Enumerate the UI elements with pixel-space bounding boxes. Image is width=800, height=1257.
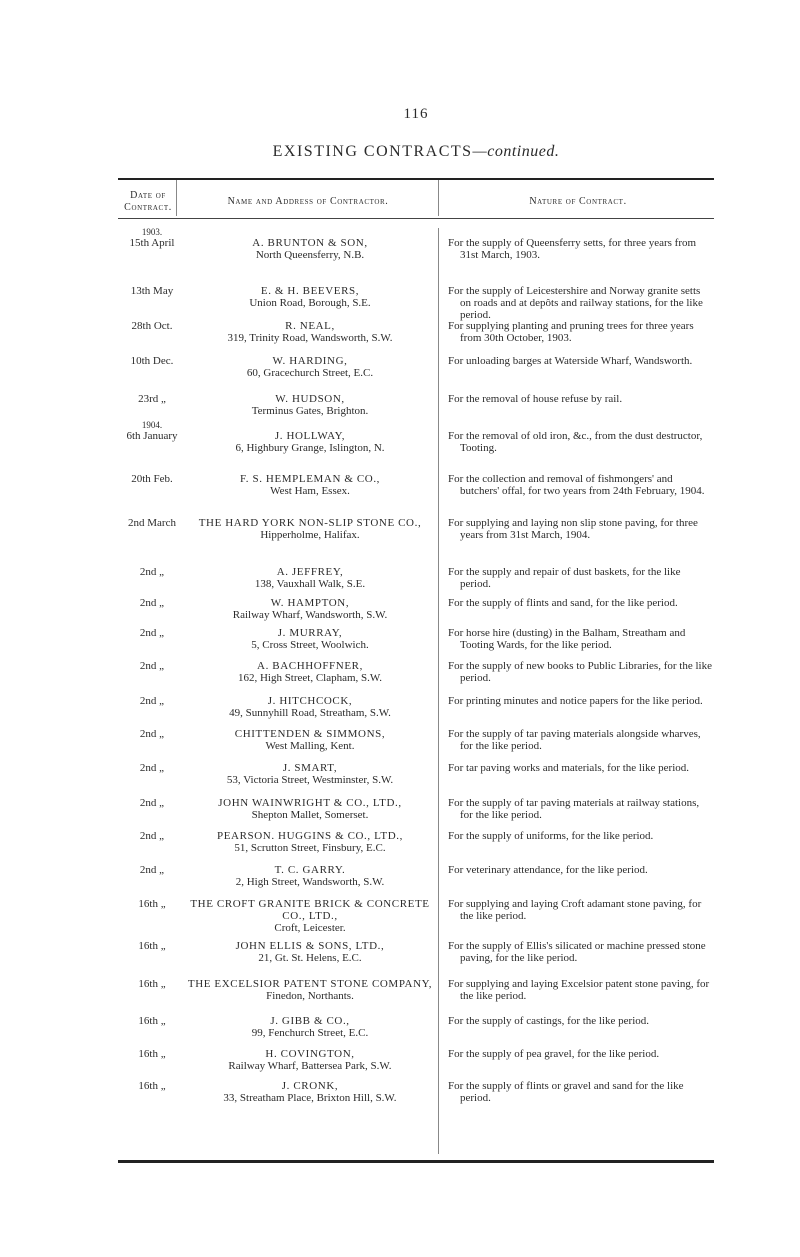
contract-nature [448, 566, 714, 590]
contract-date [120, 355, 184, 367]
contractor [186, 695, 434, 719]
contractor [186, 830, 434, 854]
contract-nature-text: For unloading barges at Waterside Wharf, Wandsworth. [448, 355, 693, 367]
contractor-name: E. & H. BEEVERS, [260, 285, 360, 297]
contract-date [120, 1048, 184, 1060]
contractor-name: F. S. HEMPLEMAN & CO., [239, 473, 381, 485]
contractor [186, 1080, 434, 1104]
contractor-address: 5, Cross Street, Woolwich. [251, 639, 369, 651]
contract-nature [448, 393, 714, 405]
contractor-address: Croft, Leicester. [274, 922, 346, 934]
contractor-name: JOHN WAINWRIGHT & CO., LTD., [218, 797, 402, 809]
header-nature: Nature of Contract. [529, 196, 627, 207]
contractor [186, 237, 434, 261]
page-title [0, 143, 800, 161]
contract-nature-text: For the removal of old iron, &c., from the dust destructor, Tooting. [448, 430, 703, 454]
contractor [186, 355, 434, 379]
contract-date [120, 898, 184, 910]
contractor-name: H. COVINGTON, [265, 1048, 355, 1060]
contract-nature [448, 1080, 714, 1104]
contract-nature-text: For the supply of tar paving materials at railway stations, for the like period. [448, 797, 700, 821]
contract-nature [448, 978, 714, 1002]
contract-nature-text: For the supply of uniforms, for the like period. [448, 830, 654, 842]
contractor-address: Hipperholme, Halifax. [260, 529, 360, 541]
contractor [186, 940, 434, 964]
contract-date [120, 320, 184, 332]
contract-date-text: 16th „ [138, 1015, 166, 1027]
contract-date [120, 517, 184, 529]
contract-date-text: 2nd „ [139, 864, 165, 876]
contractor [186, 597, 434, 621]
contract-nature-text: For veterinary attendance, for the like period. [448, 864, 648, 876]
contract-nature-text: For supplying and laying non slip stone paving, for three years from 31st March, 1904. [448, 517, 698, 541]
contract-date-text: 16th „ [138, 1048, 166, 1060]
contractor-address: Terminus Gates, Brighton. [251, 405, 369, 417]
contractor-address: Railway Wharf, Battersea Park, S.W. [228, 1060, 392, 1072]
contractor-address: 21, Gt. St. Helens, E.C. [258, 952, 362, 964]
contractor-name: THE CROFT GRANITE BRICK & CONCRETE CO., LTD., [190, 898, 430, 922]
contractor-address: Railway Wharf, Wandsworth, S.W. [232, 609, 388, 621]
title-suffix: —continued. [472, 143, 560, 160]
contract-nature-text: For tar paving works and materials, for the like period. [448, 762, 690, 774]
header-divider [176, 180, 177, 216]
contractor-address: Union Road, Borough, S.E. [249, 297, 371, 309]
contract-nature [448, 940, 714, 964]
contractor-name: W. HARDING, [272, 355, 348, 367]
contractor-name: THE HARD YORK NON-SLIP STONE CO., [198, 517, 422, 529]
contractor-address: Shepton Mallet, Somerset. [251, 809, 369, 821]
contractor-address: 51, Scrutton Street, Finsbury, E.C. [234, 842, 386, 854]
contract-date-text: 2nd „ [139, 660, 165, 672]
contract-date-text: 6th January [126, 430, 178, 442]
contractor-address: 53, Victoria Street, Westminster, S.W. [226, 774, 394, 786]
contractor-address: 162, High Street, Clapham, S.W. [237, 672, 383, 684]
contract-nature-text: For the supply of Leicestershire and Norway granite setts on roads and at depôts and railway stations, for the like period. [448, 285, 703, 321]
header-date [120, 190, 176, 214]
contractor-name: THE EXCELSIOR PATENT STONE COMPANY, [187, 978, 433, 990]
contract-nature-text: For the supply of flints or gravel and sand for the like period. [448, 1080, 684, 1104]
contract-nature-text: For the supply of flints and sand, for the like period. [448, 597, 678, 609]
contractor-name: JOHN ELLIS & SONS, LTD., [235, 940, 385, 952]
contractor [186, 393, 434, 417]
contractor [186, 1048, 434, 1072]
contractor-address: Finedon, Northants. [266, 990, 354, 1002]
contract-nature [448, 627, 714, 651]
contractor [186, 797, 434, 821]
contractor-name: A. BRUNTON & SON, [252, 237, 368, 249]
header-contractor: Name and Address of Contractor. [227, 196, 389, 207]
contract-nature [448, 660, 714, 684]
contractor-name: J. SMART, [282, 762, 338, 774]
contract-nature-text: For the supply of Queensferry setts, for three years from 31st March, 1903. [448, 237, 697, 261]
contract-nature [448, 1015, 714, 1027]
contract-date [120, 285, 184, 297]
contractor-address: 2, High Street, Wandsworth, S.W. [235, 876, 385, 888]
contractor-address: 49, Sunnyhill Road, Streatham, S.W. [229, 707, 391, 719]
contract-nature [448, 1048, 714, 1060]
contract-date [120, 728, 184, 740]
header-date-line1: Date of [130, 190, 166, 201]
contractor-name: PEARSON. HUGGINS & CO., LTD., [217, 830, 403, 842]
contractor-address: 60, Gracechurch Street, E.C. [246, 367, 374, 379]
column-divider [438, 228, 439, 1154]
contract-year: 1903. [141, 227, 163, 237]
contractor [186, 978, 434, 1002]
contractor [186, 898, 434, 934]
contract-date [120, 597, 184, 609]
contract-date [120, 830, 184, 842]
title-main: EXISTING CONTRACTS [272, 143, 473, 160]
contractor [186, 566, 434, 590]
contract-date-text: 10th Dec. [130, 355, 174, 367]
contract-nature [448, 864, 714, 876]
contract-date [120, 227, 184, 249]
contract-nature-text: For the removal of house refuse by rail. [448, 393, 623, 405]
contractor-address: North Queensferry, N.B. [255, 249, 365, 261]
contract-nature-text: For horse hire (dusting) in the Balham, Streatham and Tooting Wards, for the like period. [448, 627, 686, 651]
contract-date-text: 16th „ [138, 898, 166, 910]
contract-date-text: 16th „ [138, 940, 166, 952]
contract-nature-text: For supplying planting and pruning trees for three years from 30th October, 1903. [448, 320, 694, 344]
contractor-name: J. HOLLWAY, [274, 430, 346, 442]
header-rule [118, 218, 714, 219]
contract-nature [448, 728, 714, 752]
contract-date [120, 978, 184, 990]
contract-nature [448, 898, 714, 922]
contract-date-text: 23rd „ [138, 393, 166, 405]
contractor-address: West Ham, Essex. [270, 485, 350, 497]
contract-nature-text: For supplying and laying Excelsior patent stone paving, for the like period. [448, 978, 710, 1002]
contract-nature [448, 597, 714, 609]
contract-date-text: 2nd „ [139, 762, 165, 774]
contract-date [120, 473, 184, 485]
contract-date [120, 1015, 184, 1027]
contract-date-text: 16th „ [138, 978, 166, 990]
contract-date [120, 940, 184, 952]
contract-date [120, 420, 184, 442]
contractor [186, 430, 434, 454]
contractor-name: T. C. GARRY. [274, 864, 346, 876]
table-top-rule [118, 178, 714, 180]
contract-date-text: 13th May [130, 285, 174, 297]
contractor [186, 762, 434, 786]
contractor-address: 33, Streatham Place, Brixton Hill, S.W. [223, 1092, 397, 1104]
contract-nature-text: For the collection and removal of fishmongers' and butchers' offal, for two years from 24th February, 1904. [448, 473, 705, 497]
contract-nature [448, 430, 714, 454]
contractor-address: 6, Highbury Grange, Islington, N. [235, 442, 385, 454]
contract-nature-text: For the supply of castings, for the like period. [448, 1015, 650, 1027]
contractor [186, 517, 434, 541]
contract-date-text: 16th „ [138, 1080, 166, 1092]
contract-nature [448, 320, 714, 344]
contract-nature [448, 797, 714, 821]
contract-nature-text: For the supply of Ellis's silicated or machine pressed stone paving, for the like period. [448, 940, 706, 964]
header-divider [438, 180, 439, 216]
contract-nature-text: For the supply of tar paving materials alongside wharves, for the like period. [448, 728, 701, 752]
page-number: 116 [403, 106, 429, 122]
contractor [186, 728, 434, 752]
contract-date [120, 1080, 184, 1092]
contract-nature [448, 830, 714, 842]
contractor-name: CHITTENDEN & SIMMONS, [234, 728, 386, 740]
contract-nature-text: For the supply of new books to Public Libraries, for the like period. [448, 660, 712, 684]
contractor-name: J. CRONK, [281, 1080, 339, 1092]
contract-nature [448, 237, 714, 261]
contract-year: 1904. [141, 420, 163, 430]
contractor [186, 627, 434, 651]
contract-date [120, 695, 184, 707]
contract-date [120, 566, 184, 578]
contractor-name: J. HITCHCOCK, [267, 695, 353, 707]
contractor-address: 99, Fenchurch Street, E.C. [251, 1027, 369, 1039]
contract-date [120, 627, 184, 639]
contract-nature-text: For the supply and repair of dust baskets, for the like period. [448, 566, 681, 590]
contractor [186, 320, 434, 344]
contractor-name: W. HAMPTON, [270, 597, 350, 609]
contract-date-text: 15th April [129, 237, 175, 249]
contract-nature [448, 355, 714, 367]
contract-date [120, 762, 184, 774]
contract-date-text: 2nd „ [139, 830, 165, 842]
table-bottom-rule [118, 1160, 714, 1163]
contract-date-text: 2nd „ [139, 627, 165, 639]
contract-nature-text: For the supply of pea gravel, for the like period. [448, 1048, 660, 1060]
contract-date-text: 20th Feb. [131, 473, 173, 485]
contractor [186, 864, 434, 888]
contract-date [120, 864, 184, 876]
contract-date-text: 2nd „ [139, 695, 165, 707]
contractor [186, 660, 434, 684]
contract-date-text: 2nd „ [139, 566, 165, 578]
contractor-name: W. HUDSON, [275, 393, 345, 405]
contract-nature [448, 695, 714, 707]
contractor [186, 473, 434, 497]
contract-date-text: 28th Oct. [131, 320, 173, 332]
contractor [186, 285, 434, 309]
contractor-name: A. JEFFREY, [276, 566, 344, 578]
contract-nature [448, 762, 714, 774]
contract-date [120, 393, 184, 405]
contract-date [120, 660, 184, 672]
contractor-name: J. GIBB & CO., [270, 1015, 350, 1027]
contractor-name: A. BACHHOFFNER, [257, 660, 363, 672]
contract-date-text: 2nd „ [139, 728, 165, 740]
contractor-name: R. NEAL, [285, 320, 335, 332]
contract-nature [448, 473, 714, 497]
contract-nature [448, 517, 714, 541]
contract-nature [448, 285, 714, 321]
contractor-name: J. MURRAY, [277, 627, 343, 639]
contract-nature-text: For supplying and laying Croft adamant stone paving, for the like period. [448, 898, 702, 922]
contractor [186, 1015, 434, 1039]
contract-nature-text: For printing minutes and notice papers for the like period. [448, 695, 703, 707]
header-date-line2: Contract. [124, 202, 172, 213]
contract-date [120, 797, 184, 809]
contractor-address: 138, Vauxhall Walk, S.E. [254, 578, 366, 590]
contract-date-text: 2nd March [128, 517, 176, 529]
contract-date-text: 2nd „ [139, 797, 165, 809]
contractor-address: West Malling, Kent. [265, 740, 355, 752]
contract-date-text: 2nd „ [139, 597, 165, 609]
contractor-address: 319, Trinity Road, Wandsworth, S.W. [227, 332, 393, 344]
